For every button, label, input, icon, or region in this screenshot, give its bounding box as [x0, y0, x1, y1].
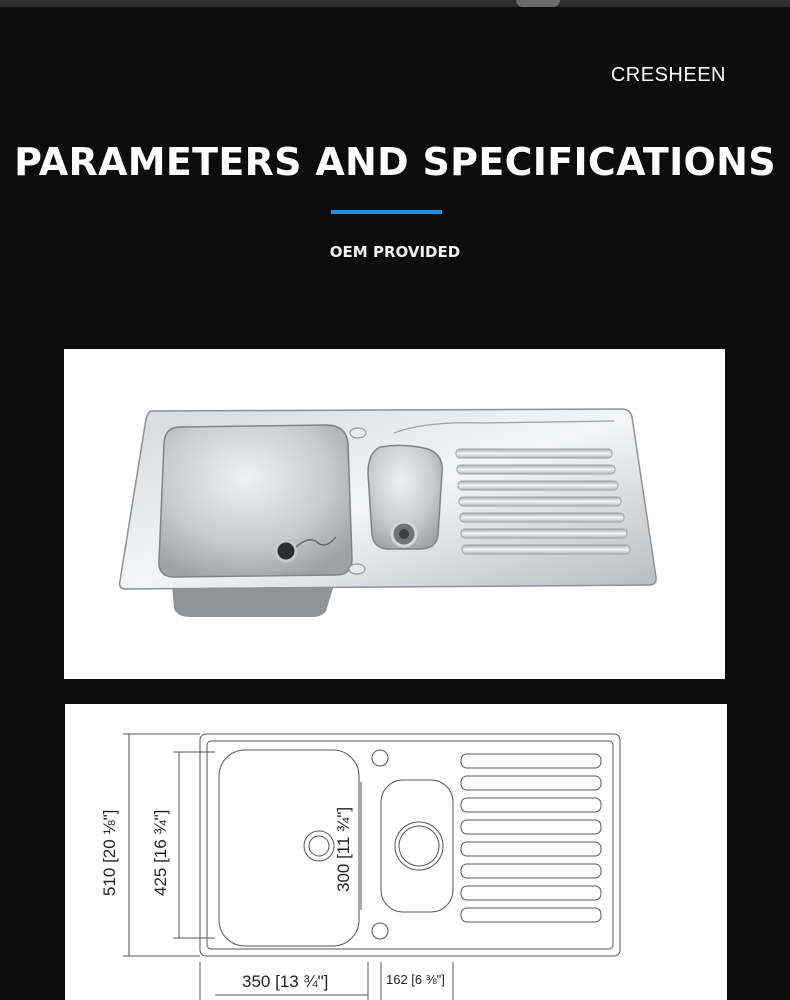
page-title: PARAMETERS AND SPECIFICATIONS: [14, 140, 776, 184]
faucet-knob-graphic: [516, 0, 560, 7]
dim-small-bowl-depth: 300 [11 ¾"]: [334, 806, 353, 892]
sink-dimension-drawing: [65, 704, 727, 1000]
top-strip: [0, 0, 790, 7]
dim-bowl-depth: 425 [16 ¾"]: [151, 809, 170, 896]
page-subtitle: OEM PROVIDED: [329, 243, 461, 261]
sink-photo-illustration: [64, 349, 725, 679]
technical-drawing-panel: [65, 704, 727, 1000]
dim-bowl-width: 350 [13 ¾"]: [242, 972, 329, 991]
product-photo-panel: [64, 349, 725, 679]
accent-underline: [331, 210, 442, 214]
brand-logo: CRESHEEN: [610, 64, 726, 86]
dim-small-bowl-width: 162 [6 ⅜"]: [386, 972, 445, 987]
dim-total-depth: 510 [20 ⅛"]: [100, 809, 119, 896]
